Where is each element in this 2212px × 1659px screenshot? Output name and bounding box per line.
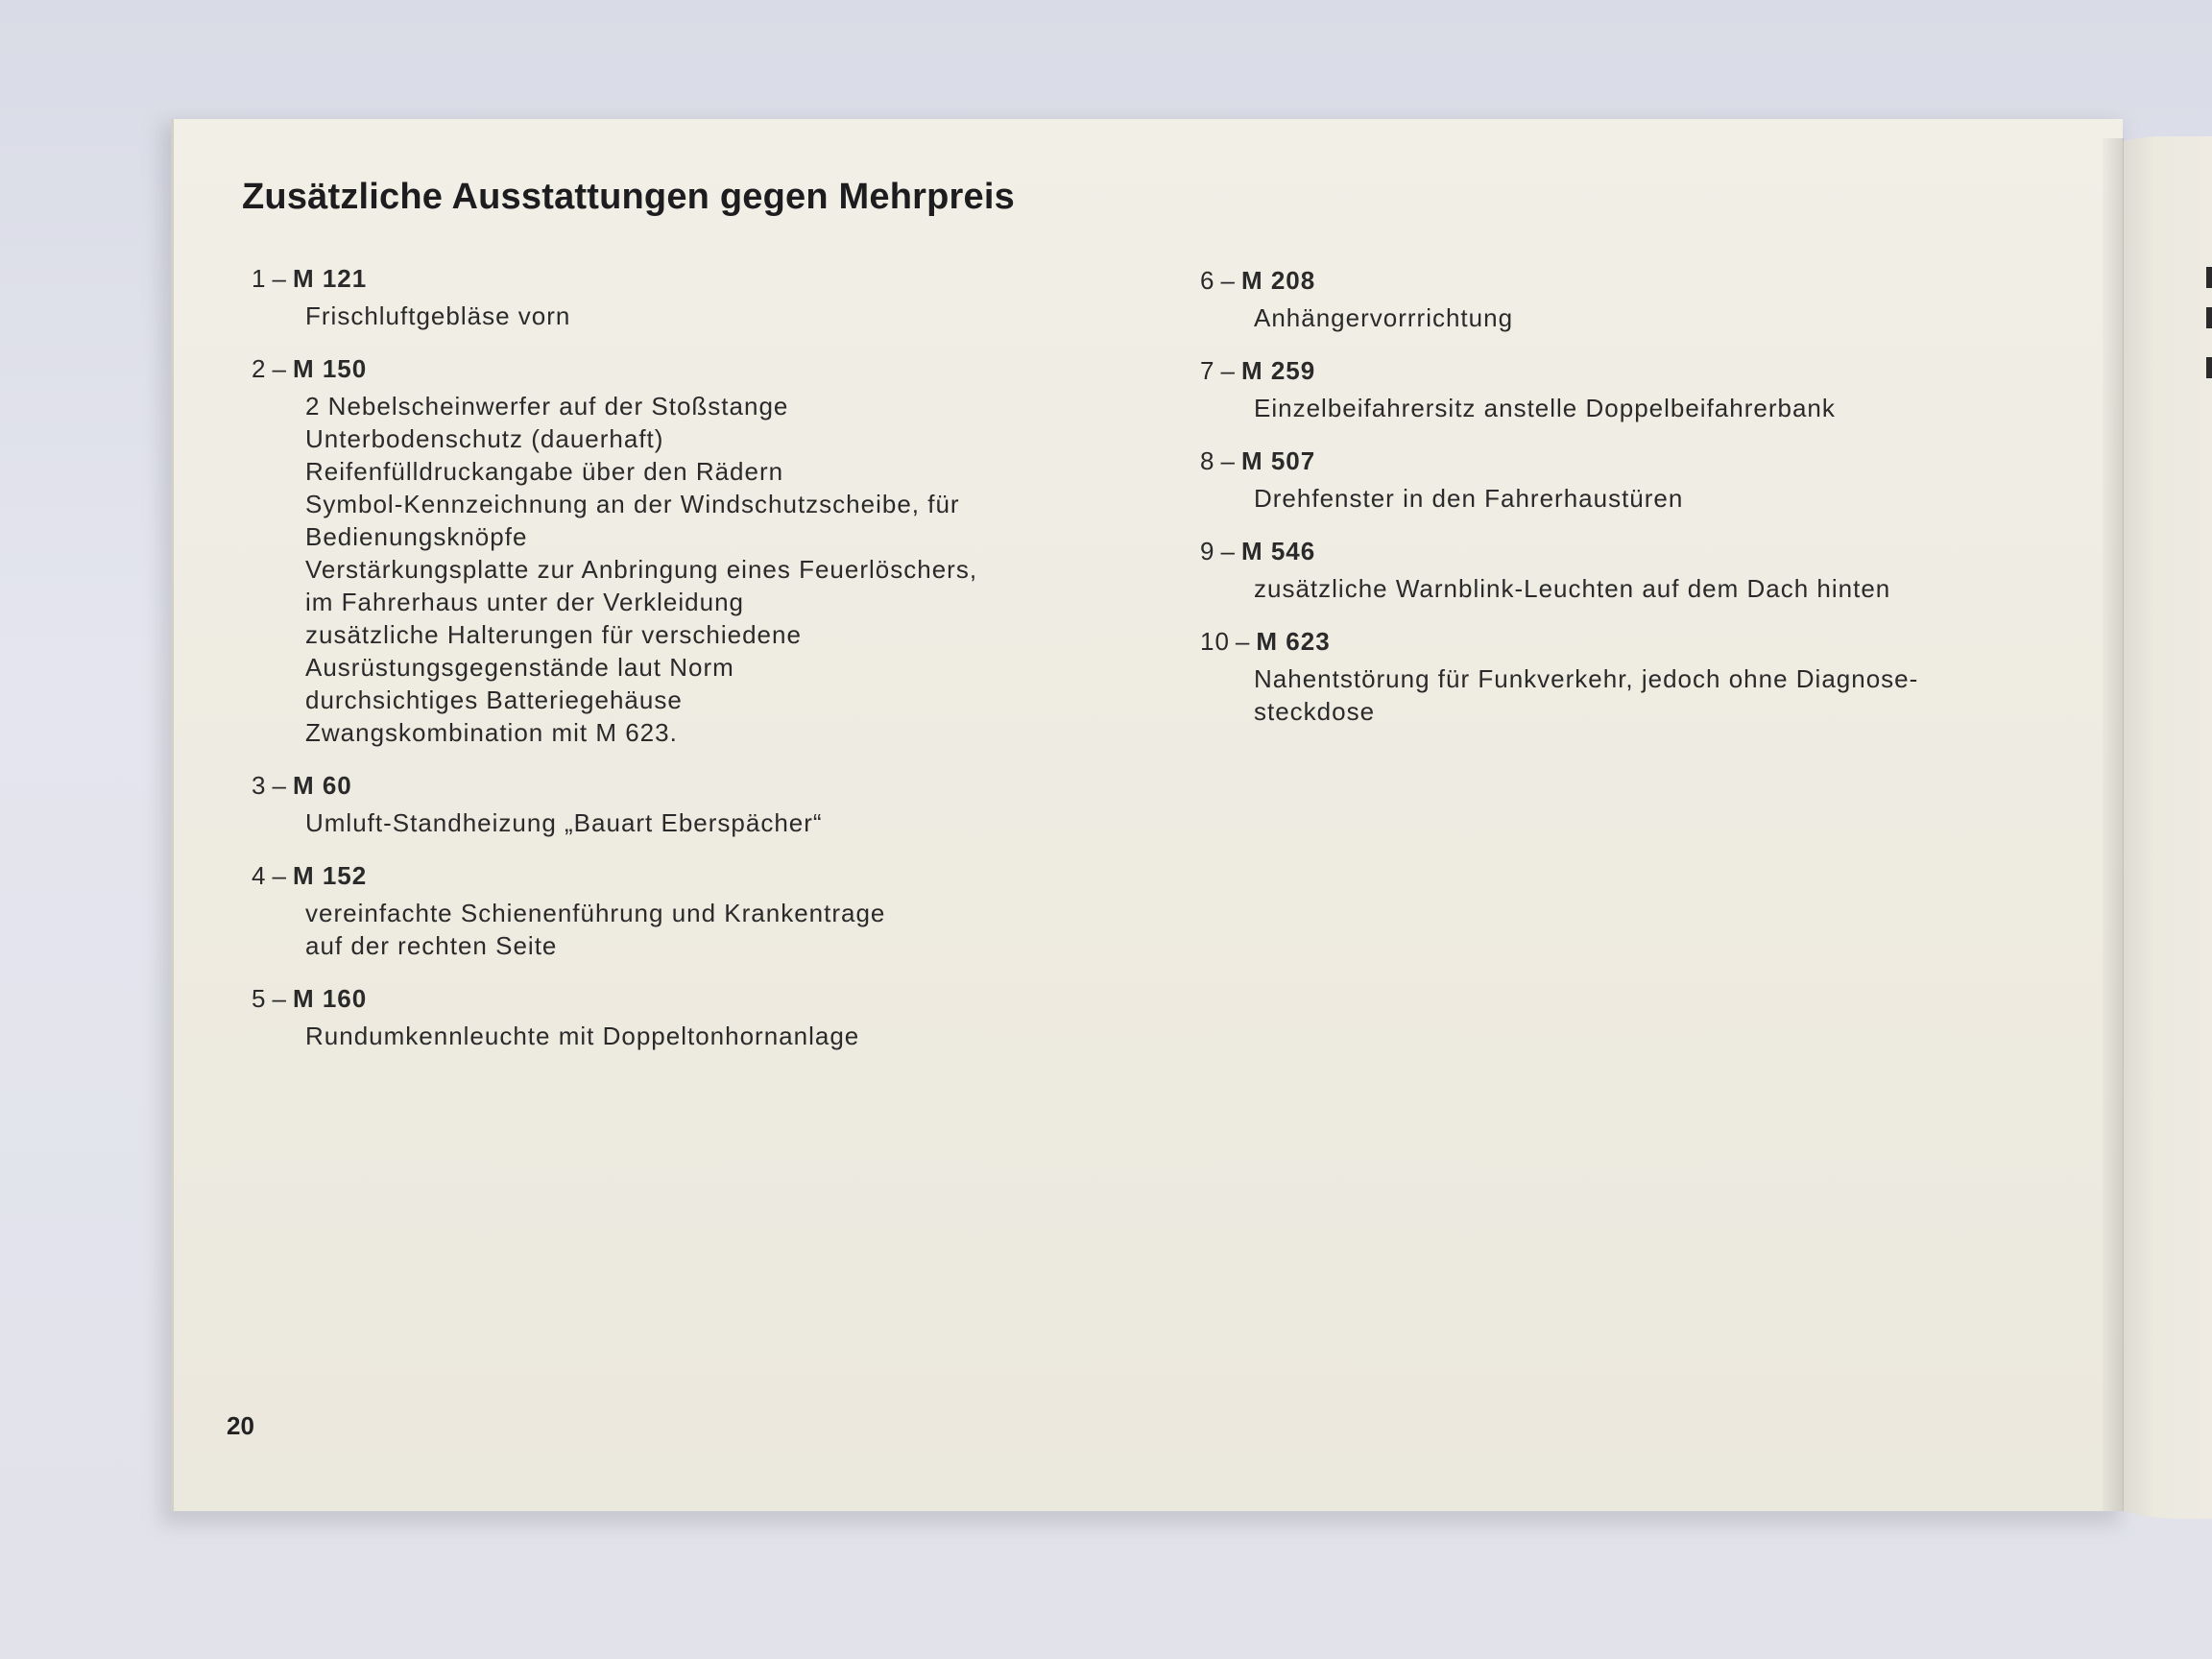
description-line: Frischluftgebläse vorn (305, 301, 571, 330)
right-column (1200, 263, 2045, 747)
entry-heading (1200, 263, 2045, 298)
entry-description (1200, 572, 2045, 605)
option-code: M 152 (292, 861, 368, 890)
entry-description (252, 390, 1096, 749)
description-line: Ausrüstungsgegenstände laut Norm (305, 653, 734, 682)
entry-heading (252, 351, 1096, 386)
description-line: Anhängervorrrichtung (1254, 303, 1514, 332)
entry-heading (252, 981, 1096, 1016)
equipment-entry (1200, 353, 2045, 424)
equipment-entry (1200, 263, 2045, 334)
description-line: Umluft-Standheizung „Bauart Eberspächer“ (305, 808, 823, 837)
description-line: Verstärkungsplatte zur Anbringung eines Feuerlöschers, (305, 555, 978, 584)
entry-description (252, 806, 1096, 839)
description-line: auf der rechten Seite (305, 931, 558, 960)
left-column (252, 261, 1096, 1071)
equipment-entry (252, 768, 1096, 839)
equipment-entry (252, 261, 1096, 332)
entry-dash: – (272, 984, 287, 1013)
entry-number: 2 (252, 354, 267, 383)
description-line: zusätzliche Halterungen für verschiedene (305, 620, 802, 649)
description-line: Reifenfülldruckangabe über den Rädern (305, 457, 784, 486)
entry-dash: – (1220, 356, 1236, 385)
entry-heading (1200, 624, 2045, 659)
equipment-entry (1200, 624, 2045, 728)
entry-heading (252, 768, 1096, 803)
description-line: vereinfachte Schienenführung und Krankentrage (305, 899, 886, 927)
entry-number: 1 (252, 264, 267, 293)
entry-dash: – (1220, 266, 1236, 295)
entry-dash: – (272, 264, 287, 293)
entry-description (1200, 392, 2045, 424)
equipment-entry (252, 351, 1096, 749)
description-line: Drehfenster in den Fahrerhaustüren (1254, 484, 1684, 513)
page-number: 20 (227, 1411, 254, 1440)
description-line: Bedienungsknöpfe (305, 522, 528, 551)
description-line: 2 Nebelscheinwerfer auf der Stoßstange (305, 392, 789, 421)
entry-number: 8 (1200, 446, 1215, 475)
entry-dash: – (1220, 537, 1236, 565)
description-line: Unterbodenschutz (dauerhaft) (305, 424, 664, 453)
entry-number: 9 (1200, 537, 1215, 565)
option-code: M 160 (292, 984, 368, 1013)
option-code: M 623 (1256, 627, 1331, 656)
entry-number: 10 (1200, 627, 1230, 656)
description-line: steckdose (1254, 697, 1376, 726)
description-line: Nahentstörung für Funkverkehr, jedoch ohne Diagnose- (1254, 664, 1919, 693)
entry-description (1200, 662, 2045, 728)
entry-number: 5 (252, 984, 267, 1013)
equipment-entry (1200, 444, 2045, 515)
entry-dash: – (1235, 627, 1251, 656)
next-page-text-mark (2206, 357, 2212, 378)
description-line: durchsichtiges Batteriegehäuse (305, 685, 683, 714)
entry-number: 6 (1200, 266, 1215, 295)
entry-number: 4 (252, 861, 267, 890)
entry-description (1200, 301, 2045, 334)
entry-dash: – (272, 354, 287, 383)
entry-number: 7 (1200, 356, 1215, 385)
page-spine (2103, 138, 2124, 1511)
entry-description (252, 300, 1096, 332)
equipment-entry (252, 858, 1096, 962)
description-line: Zwangskombination mit M 623. (305, 718, 678, 747)
option-code: M 60 (292, 771, 352, 800)
entry-dash: – (272, 771, 287, 800)
entry-heading (1200, 444, 2045, 478)
equipment-entry (1200, 534, 2045, 605)
option-code: M 208 (1240, 266, 1316, 295)
entry-description (252, 1020, 1096, 1052)
entry-dash: – (272, 861, 287, 890)
description-line: im Fahrerhaus unter der Verkleidung (305, 588, 745, 616)
next-page-text-mark (2206, 307, 2212, 328)
description-line: Einzelbeifahrersitz anstelle Doppelbeifahrerbank (1254, 394, 1836, 422)
next-page-edge (2108, 136, 2212, 1519)
entry-description (1200, 482, 2045, 515)
entry-heading (1200, 534, 2045, 568)
page-title: Zusätzliche Ausstattungen gegen Mehrpreis (242, 177, 1015, 217)
option-code: M 121 (292, 264, 368, 293)
entry-heading (252, 858, 1096, 893)
entry-description (252, 897, 1096, 962)
next-page-text-mark (2206, 267, 2212, 288)
option-code: M 150 (292, 354, 368, 383)
entry-number: 3 (252, 771, 267, 800)
description-line: zusätzliche Warnblink-Leuchten auf dem Dach hinten (1254, 574, 1891, 603)
option-code: M 507 (1240, 446, 1316, 475)
description-line: Rundumkennleuchte mit Doppeltonhornanlage (305, 1022, 860, 1050)
equipment-entry (252, 981, 1096, 1052)
option-code: M 546 (1240, 537, 1316, 565)
entry-heading (1200, 353, 2045, 388)
entry-heading (252, 261, 1096, 296)
entry-dash: – (1220, 446, 1236, 475)
description-line: Symbol-Kennzeichnung an der Windschutzscheibe, für (305, 490, 960, 518)
option-code: M 259 (1240, 356, 1316, 385)
